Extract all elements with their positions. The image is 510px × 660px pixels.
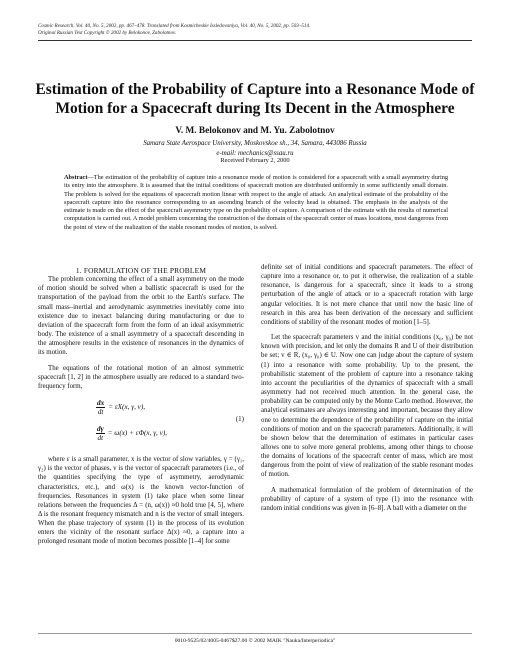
equation-1-denominator: dt [97,408,104,417]
equation-1-numerator: dx [97,399,105,408]
equation-block [38,395,244,449]
abstract-label: Abstract [64,174,88,181]
section-heading: 1. FORMULATION OF THE PROBLEM [75,266,207,275]
equation-number: (1) [235,415,244,424]
copyright-footer: 0010-9525/02/4005-0467$27.00 © 2002 MAIK "Nauka/Interperiodica" [174,638,336,644]
affiliation-email: e-mail: mechanics@ssau.ru [216,149,294,157]
left-column [38,266,244,547]
affiliation [30,139,480,158]
equation-line-2 [96,425,167,442]
left-paragraph-3: where ε is a small parameter, x is the vector of slow variables, γ = (γ₁, γ₂) is the vector of phases, v is the vector of spacecraft parameters (i.e., of the quantities specifying the type of asymmetry, aerodynamic characteristics, etc.), and ω(x) is the known vector-function of frequencies. Resonances in system (1) take place when some linear relations between the frequencies Δ = (n, ω(x)) ≈0 hold true [4, 5], where Δ is the resonant frequency mismatch and n is the vector of small integers. When the phase trajectory of system (1) in the process of its evolution enters the vicinity of the resonant surface Δ(x) ≈0, a capture into a prolonged resonant mode of motion becomes possible [1–4] for some [38,456,244,546]
right-paragraph-3: A mathematical formulation of the problem of determination of the probability of capture of a system of type (1) into the resonance with random initial conditions was given in [6–8]. A ball with a diameter on the [261,486,473,512]
right-paragraph-2: Let the spacecraft parameters v and the initial conditions (x₀, γ₀) be not known with precision, and let only the domains R and U of their distribution be set; v ∈ R, (x₀, γ₀) ∈ U. Now one can judge about the capture of system (1) into a resonance with some probability. Up to the present, the probabilistic statement of the problem of capture into a resonance taking into account the peculiarities of the dynamics of spacecraft with a small asymmetry had not received much attention. In the general case, the probability can be computed only by the Monte Carlo method. However, the analytical estimates are always interesting and important, because they allow one to determine the dependence of the probability of capture on the initial conditions of motion and on the spacecraft parameters. Additionally, it will be shown below that the determination of estimates in particular cases allows one to solve more general problems, among other things to choose the domains of locations of the spacecraft center of mass, which are most dangerous from the point of view of realization of the stable resonant modes of motion. [261,334,474,479]
abstract-text: —The estimation of the probability of capture into a resonance mode of motion is considered for a spacecraft with a small asymmetry during its entry into the atmosphere. It is assumed that the initial conditions of spacecraft motion are distributed uniformly in some sufficiently small domain. The problem is solved for the equations of spacecraft motion linear with respect to the angle of attack. An analytical estimate of the probability of the spacecraft capture into the resonance corresponding to an ascending branch of the velocity head is obtained. The emphasis in the analysis of the estimate is made on the effect of the spacecraft asymmetry type on the probability of capture. A comparison of the estimate with the results of numerical computation is carried out. A model problem concerning the construction of the domain of the spacecraft center of mass locations, most dangerous from the point of view of the realization of the stable resonant modes of motion, is solved. [64,174,448,231]
abstract [64,174,448,232]
received-date: Received February 2, 2000 [220,157,290,164]
equation-2-rhs: = ω(x) + εΦ(x, γ, v), [107,428,168,437]
footer-rule [38,633,472,634]
citation-line-2: Original Russian Text Copyright © 2002 by Belokonov, Zabolotnov. [38,29,177,36]
affiliation-institution: Samara State Aerospace University, Moskovskoe sh., 34, Samara, 443086 Russia [143,140,367,147]
equation-2-denominator: dt [97,434,104,443]
citation-header [38,23,468,36]
equation-2-fraction [96,425,105,442]
paper-authors: V. M. Belokonov and M. Yu. Zabolotnov [175,126,335,136]
right-column [261,263,473,513]
left-paragraph-1: The problem concerning the effect of a small asymmetry on the mode of motion should be solved when a ballistic spacecraft is used for the transportation of the payload from the orbit to the Earth's surface. The small mass–inertial and aerodynamic asymmetries inevitably come into existence due to inexact balancing during manufacturing or due to deviation of the spacecraft form from the form of an ideal axisymmetric body. The existence of a small asymmetry of a spacecraft descending in the atmosphere results in the existence of resonances in the dynamics of its motion. [38,276,244,357]
equation-1-fraction [96,399,105,416]
paper-title: Estimation of the Probability of Capture into a Resonance Mode of Motion for a Spacecraft during Its Decent in the Atmosphere [35,81,475,117]
equation-2-numerator: dγ [97,425,104,434]
equation-1-rhs: = εX(x, γ, v), [108,402,146,411]
citation-line-1: Cosmic Research, Vol. 40, No. 5, 2002, pp. 467–478. Translated from Kosmicheskie Issledovaniya, Vol. 40, No. 5, 2002, pp. 503–514. [38,23,311,29]
header-rule [38,40,472,41]
equation-line-1 [96,399,145,416]
left-paragraph-2: The equations of the rotational motion of an almost symmetric spacecraft [1, 2] in the atmosphere usually are reduced to a standard two-frequency form, [38,364,244,390]
right-paragraph-1: definite set of initial conditions and spacecraft parameters. The effect of capture into a resonance or, to put it otherwise, the realization of a stable resonance, is dangerous for a spacecraft, since it leads to a strong perturbation of the angle of attack or to a spacecraft rotation with large angular velocities. It is not mere chance that until now the basic line of research in this area has been derivation of the necessary and sufficient conditions of stability of the resonant modes of motion [1–5]. [261,264,473,326]
